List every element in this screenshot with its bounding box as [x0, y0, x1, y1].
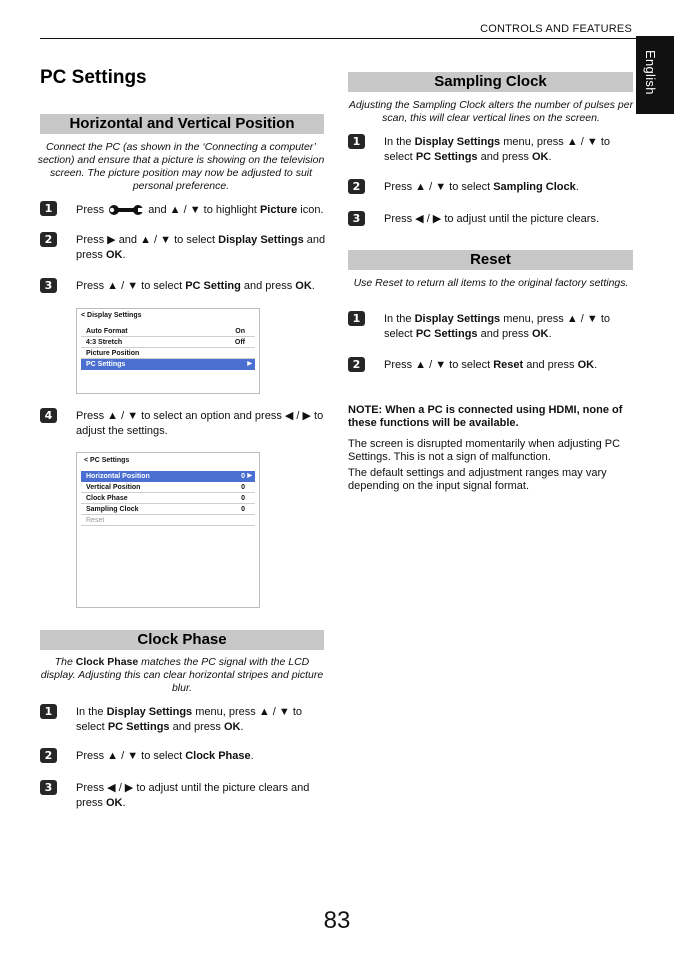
menu-item-clock-phase[interactable]: Clock Phase 0 — [81, 493, 255, 504]
pc-settings-menu — [76, 452, 260, 608]
hv-step-4 — [40, 408, 330, 442]
reset-intro: Use Reset to return all items to the original factory settings. — [353, 277, 629, 289]
menu-title: < PC Settings — [84, 457, 130, 464]
menu-item-pc-settings[interactable]: PC Settings ▶ — [81, 359, 255, 370]
step-text: Press ◀ / ▶ to adjust until the picture clears. — [384, 213, 600, 225]
step-number: 3 — [40, 780, 57, 795]
sampling-clock-step-1 — [348, 134, 638, 168]
step-text: Press ▶ and ▲ / ▼ to select Display Settings and press OK. — [76, 234, 326, 261]
hv-step-2 — [40, 232, 330, 266]
step-text: Press ▲ / ▼ to select Clock Phase. — [76, 750, 254, 762]
step-number: 1 — [40, 704, 57, 719]
step-number: 2 — [40, 232, 57, 247]
sampling-clock-step-2 — [348, 179, 638, 197]
step-number: 3 — [40, 278, 57, 293]
display-settings-menu — [76, 308, 260, 394]
step-text: Press ▲ / ▼ to select Sampling Clock. — [384, 181, 579, 193]
step-text: Press and ▲ / ▼ to highlight Picture icon. — [76, 204, 324, 216]
step-number: 4 — [40, 408, 57, 423]
menu-item-vertical-position[interactable]: Vertical Position 0 — [81, 482, 255, 493]
step-text: Press ▲ / ▼ to select an option and press ◀ / ▶ to adjust the settings. — [76, 410, 324, 437]
step-text: In the Display Settings menu, press ▲ / ▼ to select PC Settings and press OK. — [384, 313, 610, 340]
page-title: PC Settings — [40, 67, 147, 88]
note-disruption: The screen is disrupted momentarily when adjusting PC Settings. This is not a sign of malfunction. — [348, 438, 621, 463]
menu-item-picture-position[interactable]: Picture Position — [81, 348, 255, 359]
header-rule — [40, 38, 636, 39]
section-title-clock-phase: Clock Phase — [40, 630, 324, 650]
clock-phase-step-3 — [40, 780, 330, 814]
sampling-clock-step-3 — [348, 211, 638, 229]
step-number: 2 — [40, 748, 57, 763]
step-text: Press ▲ / ▼ to select Reset and press OK. — [384, 359, 598, 371]
menu-item-reset[interactable]: Reset — [81, 515, 255, 526]
sampling-clock-intro: Adjusting the Sampling Clock alters the number of pulses per scan, this will clear vertical lines on the screen. — [348, 99, 634, 124]
step-text: In the Display Settings menu, press ▲ / ▼ to select PC Settings and press OK. — [76, 706, 302, 733]
hv-step-1 — [40, 201, 330, 231]
hv-intro: Connect the PC (as shown in the ‘Connecting a computer’ section) and ensure that a picture is showing on the television screen. The picture position may now be adjusted to suit personal preference. — [37, 141, 325, 192]
step-number: 3 — [348, 211, 365, 226]
menu-item-auto-format[interactable]: Auto Format On — [81, 326, 255, 337]
chevron-right-icon: ▶ — [247, 361, 252, 367]
step-number: 1 — [40, 201, 57, 216]
wrench-icon — [109, 204, 143, 216]
section-title-reset: Reset — [348, 250, 633, 270]
section-title-sampling-clock: Sampling Clock — [348, 72, 633, 92]
hv-step-3 — [40, 278, 330, 296]
step-text: In the Display Settings menu, press ▲ / ▼ to select PC Settings and press OK. — [384, 136, 610, 163]
reset-step-1 — [348, 311, 638, 345]
step-number: 1 — [348, 311, 365, 326]
running-header: CONTROLS AND FEATURES — [480, 23, 632, 35]
clock-phase-step-2 — [40, 748, 330, 766]
note-defaults: The default settings and adjustment ranges may vary depending on the input signal format. — [348, 467, 607, 492]
step-number: 2 — [348, 357, 365, 372]
step-number: 1 — [348, 134, 365, 149]
step-text: Press ▲ / ▼ to select PC Setting and press OK. — [76, 280, 315, 292]
clock-phase-step-1 — [40, 704, 330, 738]
menu-item-horizontal-position[interactable]: Horizontal Position 0 ▶ — [81, 471, 255, 482]
section-title-hv-position: Horizontal and Vertical Position — [40, 114, 324, 134]
chevron-right-icon: ▶ — [247, 473, 252, 479]
menu-item-4-3-stretch[interactable]: 4:3 Stretch Off — [81, 337, 255, 348]
step-number: 2 — [348, 179, 365, 194]
step-text: Press ◀ / ▶ to adjust until the picture clears and press OK. — [76, 782, 310, 809]
language-tab-label: English — [643, 50, 658, 95]
clock-phase-intro: The Clock Phase matches the PC signal with the LCD display. Adjusting this can clear horizontal stripes and picture blur. — [40, 656, 324, 694]
menu-item-sampling-clock[interactable]: Sampling Clock 0 — [81, 504, 255, 515]
reset-step-2 — [348, 357, 638, 375]
page-number: 83 — [323, 907, 351, 934]
language-tab — [636, 36, 674, 114]
menu-title: < Display Settings — [81, 312, 142, 319]
hdmi-note: NOTE: When a PC is connected using HDMI, none of these functions will be available. — [348, 404, 623, 429]
